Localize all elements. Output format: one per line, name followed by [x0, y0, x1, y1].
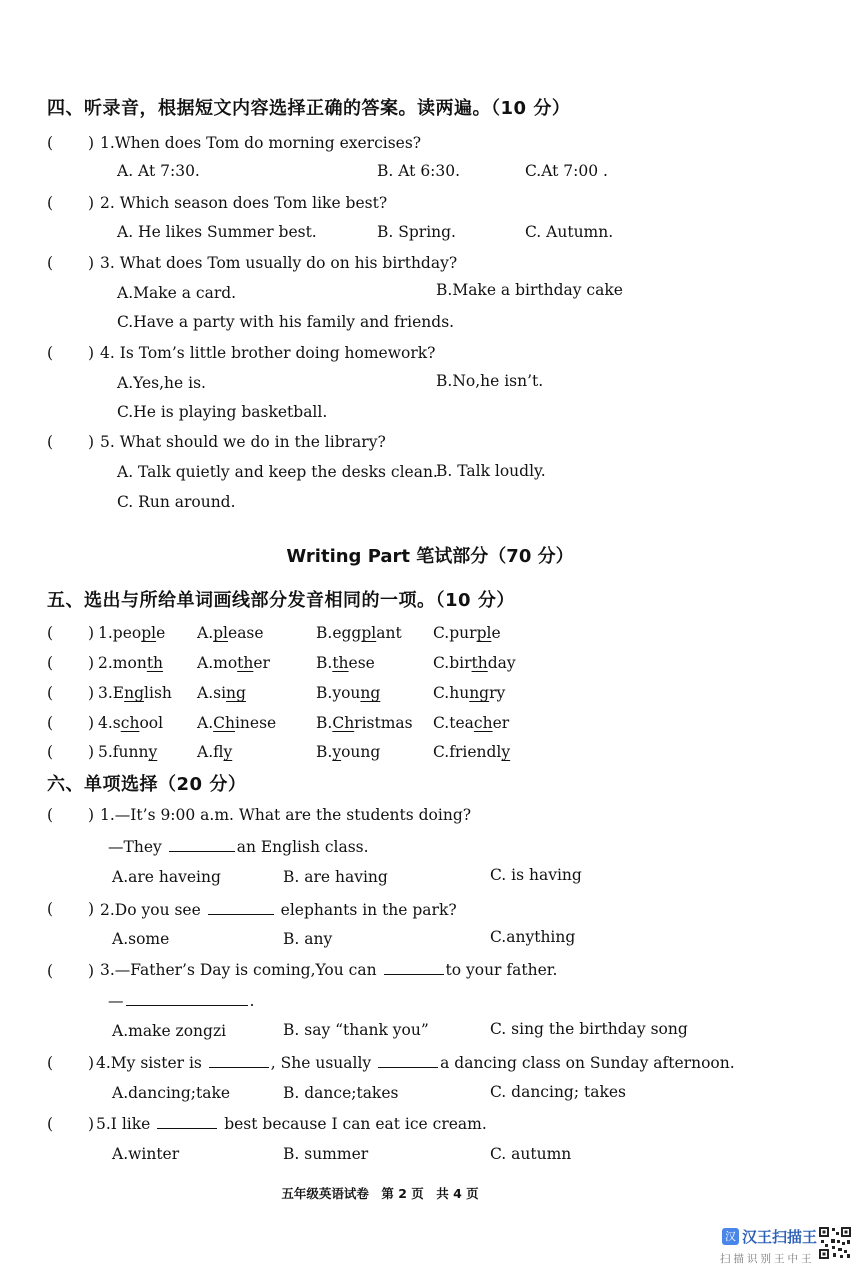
answer-paren-open: (: [47, 714, 54, 732]
answer-paren-open: (: [47, 1054, 54, 1072]
given-word: 1.people: [98, 624, 166, 642]
option-a: A. He likes Summer best.: [117, 223, 317, 241]
option-c: C.Have a party with his family and friends.: [117, 313, 455, 331]
option-a: A.some: [112, 930, 170, 948]
option-a: A.Make a card.: [117, 284, 237, 302]
option-b: B.Make a birthday cake: [436, 281, 623, 299]
section-6-title: 六、单项选择（20 分）: [47, 774, 247, 795]
scanner-logo-icon: 汉: [722, 1228, 739, 1245]
option-c: C.teacher: [433, 714, 510, 732]
answer-paren-open: (: [47, 254, 54, 272]
scanner-slogan: 扫描识别王中王: [720, 1253, 815, 1265]
option-c: C.anything: [490, 928, 576, 946]
answer-blank[interactable]: [378, 1053, 438, 1068]
question-text: 1.When does Tom do morning exercises?: [100, 134, 422, 152]
answer-paren-close: ): [88, 1054, 95, 1072]
option-c: C.purple: [433, 624, 501, 642]
answer-paren-open: (: [47, 900, 54, 918]
answer-paren-close: ): [88, 654, 95, 672]
option-b: B. any: [283, 930, 333, 948]
question-text: 1.—It’s 9:00 a.m. What are the students doing?: [100, 806, 472, 824]
answer-paren-close: ): [88, 1115, 95, 1133]
answer-paren-open: (: [47, 654, 54, 672]
question-text: 2. Which season does Tom like best?: [100, 194, 388, 212]
option-a: A. At 7:30.: [117, 162, 200, 180]
option-a: A.Chinese: [197, 714, 277, 732]
question-text: 5. What should we do in the library?: [100, 433, 386, 451]
question-line-2: —They an English class.: [108, 838, 369, 856]
scanner-app-name: 汉王扫描王: [742, 1228, 818, 1246]
option-c: C.friendly: [433, 743, 511, 761]
option-b: B. Spring.: [377, 223, 456, 241]
option-a: A. Talk quietly and keep the desks clean.: [117, 463, 438, 481]
answer-paren-close: ): [88, 134, 95, 152]
answer-paren-close: ): [88, 433, 95, 451]
given-word: 2.month: [98, 654, 164, 672]
answer-paren-open: (: [47, 743, 54, 761]
question-line-2: — .: [108, 992, 255, 1010]
option-c: C. dancing; takes: [490, 1083, 626, 1101]
option-b: B.eggplant: [316, 624, 402, 642]
answer-blank[interactable]: [157, 1114, 217, 1129]
option-b: B.Christmas: [316, 714, 413, 732]
answer-paren-open: (: [47, 194, 54, 212]
question-text: 3.—Father’s Day is coming,You can to your father.: [100, 961, 558, 979]
given-word: 5.funny: [98, 743, 158, 761]
option-c: C.At 7:00 .: [525, 162, 608, 180]
answer-paren-open: (: [47, 433, 54, 451]
option-a: A.make zongzi: [112, 1022, 227, 1040]
answer-paren-close: ): [88, 684, 95, 702]
option-c: C.He is playing basketball.: [117, 403, 328, 421]
option-a: A.Yes,he is.: [117, 374, 206, 392]
answer-blank[interactable]: [384, 960, 444, 975]
answer-paren-close: ): [88, 900, 95, 918]
option-a: A.sing: [197, 684, 246, 702]
page-footer: 五年级英语试卷 第 2 页 共 4 页: [281, 1186, 479, 1201]
answer-paren-close: ): [88, 254, 95, 272]
answer-blank[interactable]: [169, 837, 235, 852]
given-word: 4.school: [98, 714, 164, 732]
question-text: 4.My sister is , She usually a dancing class on Sunday afternoon.: [96, 1054, 735, 1072]
answer-paren-close: ): [88, 714, 95, 732]
option-b: B. summer: [283, 1145, 369, 1163]
option-c: C. is having: [490, 866, 582, 884]
qr-code-icon: [818, 1226, 852, 1260]
option-a: A.winter: [112, 1145, 180, 1163]
option-b: B.these: [316, 654, 375, 672]
option-a: A.please: [197, 624, 264, 642]
option-b: B.young: [316, 684, 381, 702]
answer-paren-close: ): [88, 194, 95, 212]
option-b: B.young: [316, 743, 381, 761]
option-b: B. dance;takes: [283, 1084, 399, 1102]
answer-blank[interactable]: [209, 1053, 269, 1068]
answer-paren-open: (: [47, 344, 54, 362]
given-word: 3.English: [98, 684, 172, 702]
question-text: 5.I like best because I can eat ice cream.: [96, 1115, 487, 1133]
answer-paren-open: (: [47, 684, 54, 702]
option-c: C. sing the birthday song: [490, 1020, 688, 1038]
answer-paren-close: ): [88, 344, 95, 362]
answer-paren-close: ): [88, 806, 95, 824]
option-c: C. Run around.: [117, 493, 236, 511]
answer-blank[interactable]: [208, 900, 274, 915]
answer-paren-open: (: [47, 962, 54, 980]
answer-paren-open: (: [47, 624, 54, 642]
question-text: 2.Do you see elephants in the park?: [100, 901, 457, 919]
option-b: B. At 6:30.: [377, 162, 461, 180]
option-c: C.hungry: [433, 684, 506, 702]
question-text: 4. Is Tom’s little brother doing homework?: [100, 344, 436, 362]
answer-paren-open: (: [47, 134, 54, 152]
option-c: C.birthday: [433, 654, 516, 672]
option-a: A.mother: [197, 654, 270, 672]
answer-paren-close: ): [88, 962, 95, 980]
option-b: B. are having: [283, 868, 388, 886]
option-b: B.No,he isn’t.: [436, 372, 544, 390]
answer-paren-close: ): [88, 743, 95, 761]
option-c: C. autumn: [490, 1145, 572, 1163]
option-a: A.dancing;take: [112, 1084, 231, 1102]
answer-blank[interactable]: [126, 991, 248, 1006]
question-text: 3. What does Tom usually do on his birthday?: [100, 254, 458, 272]
answer-paren-close: ): [88, 624, 95, 642]
answer-paren-open: (: [47, 1115, 54, 1133]
option-a: A.fly: [197, 743, 233, 761]
answer-paren-open: (: [47, 806, 54, 824]
option-a: A.are haveing: [112, 868, 221, 886]
writing-part-title: Writing Part 笔试部分（70 分）: [286, 546, 574, 567]
section-5-title: 五、选出与所给单词画线部分发音相同的一项。（10 分）: [47, 590, 515, 611]
section-4-title: 四、听录音，根据短文内容选择正确的答案。读两遍。（10 分）: [47, 98, 571, 119]
option-b: B. Talk loudly.: [436, 462, 546, 480]
option-c: C. Autumn.: [525, 223, 614, 241]
option-b: B. say “thank you”: [283, 1021, 429, 1039]
